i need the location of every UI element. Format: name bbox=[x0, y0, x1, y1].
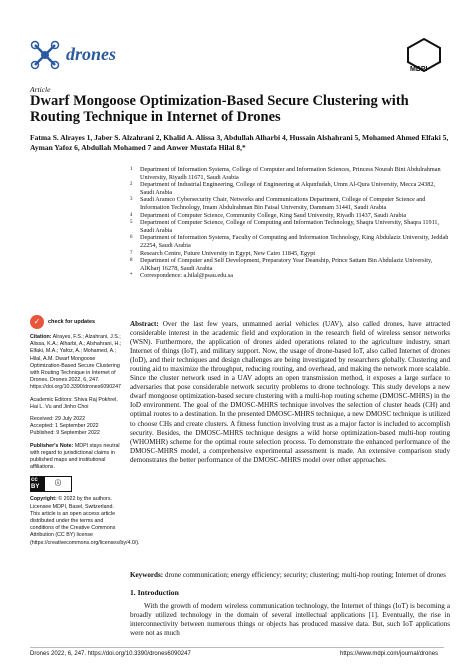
correspondence: * Correspondence: a.hilal@psau.edu.sa bbox=[130, 272, 233, 280]
received-date: Received: 29 July 2022 bbox=[30, 416, 86, 423]
abstract: Abstract: Over the last few years, unmanned aerial vehicles (UAV), also called drones, have attracted considerable interest in the academic field and exploration in the research field of wireless sensor networks (WSN). Furthermore, the application of drones aided operations related to the agriculture industry, smart Internet of things (IoT), and military support. Now, the usage of drone-based IoT, also called Internet of drones (IoD), and their techniques and design challenges are being investigated by researchers globally. Clustering and routing aid to maximize the throughput, reducing routing, and overhead, and making the network more scalable. Since the cluster network used in a UAV adopts an open transmission method, it exposes a large surface to adversaries that pose considerable network security problems to drone technology. This study develops a new dwarf mongoose optimization-based secure clustering with a multi-hop routing scheme (DMOSC-MHRS) in the IoD environment. The goal of the DMOSC-MHRS technique involves the selection of cluster heads (CH) and optimal routes to a destination. In the presented DMOSC-MHRS technique, a new DMOSC technique is utilized to choose CHs and create clusters. A fitness function involving trust as a major factor is included to accomplish security. Besides, the DMOSC-MHRS technique designs a wild horse optimization-based multi-hop routing (WHOMHR) scheme for the optimal route selection process. To demonstrate the enhanced performance of the DMOSC-MHRS model, a comprehensive experimental assessment is made. An extensive comparison study demonstrates the better performance of the DMOSC-MHRS model over other approaches. bbox=[130, 320, 450, 464]
footer-journal-link[interactable]: https://www.mdpi.com/journal/drones bbox=[340, 651, 439, 657]
author-list: Fatma S. Alrayes 1, Jaber S. Alzahrani 2, Khalid A. Alissa 3, Abdullah Alharbi 4, Hussain Alshahrani 5, Mohamed Ahmed Elfaki 5, Ayman Yafoz 6, Abdullah Mohamed 7 and Anwer Mustafa Hilal 8,* bbox=[30, 133, 449, 152]
accepted-date: Accepted: 1 September 2022 bbox=[30, 423, 99, 430]
keywords: Keywords: drone communication; energy efficiency; security; clustering; multi-hop routing; Internet of drones bbox=[130, 571, 446, 579]
sidebar bbox=[30, 315, 140, 552]
journal-name: drones bbox=[66, 44, 117, 64]
intro-paragraph: With the growth of modern wireless communication technology, the Internet of things (IoT) is becoming a broadly utilized technology in the domain of several intellectual applications [1]. Eventually, the rise in interconnectivity between numerous things or objects has produced massive data. But, such IoT applications were not as much bbox=[130, 602, 450, 637]
footer-divider bbox=[30, 647, 444, 648]
check-updates-button[interactable]: ✓ check for updates bbox=[30, 315, 122, 329]
affiliation-item: 2 Department of Industrial Engineering, College of Engineering at Alqunfudah, Umm Al-Qura University, Mecca 24382, Saudi Arabia bbox=[130, 181, 435, 196]
drone-logo-icon bbox=[30, 40, 60, 70]
affiliation-item: 4 Department of Computer Science, Community College, King Saud University, Riyadh 11437, Saudi Arabia bbox=[130, 211, 407, 219]
publisher-name: MDPI bbox=[410, 66, 428, 73]
article-type: Article bbox=[30, 85, 51, 94]
affiliation-item: 3 Saudi Aramco Cybersecurity Chair, Networks and Communications Department, College of Computer Science and Information Technology, Imam Abdulrahman Bin Faisal University, Dammam 31441, Saudi Arabia bbox=[130, 196, 426, 211]
check-updates-icon: ✓ bbox=[30, 315, 44, 329]
affiliation-item: 7 Research Centre, Future University in Egypt, New Cairo 11845, Egypt bbox=[130, 249, 316, 257]
affiliation-item: 6 Department of Information Systems, Faculty of Computing and Information Technology, King Abdulaziz University, Jeddah 22254, Saudi Arabia bbox=[130, 234, 449, 249]
published-date: Published: 9 September 2022 bbox=[30, 430, 100, 437]
publisher-note: Publisher's Note: MDPI stays neutral with regard to jurisdictional claims in published maps and institutional affiliations. bbox=[30, 442, 120, 471]
affiliation-item: 1 Department of Information Systems, College of Computer and Information Sciences, Princess Nourah Bint Abdulrahman University, Riyadh 11671, Saudi Arabia bbox=[130, 166, 441, 181]
copyright: Copyright: © 2022 by the authors. Licensee MDPI, Basel, Switzerland. This article is an open access article distributed under the terms and conditions of the Creative Commons Attribution (CC BY) license (https://creativecommons.org/licenses/by/4.0/). bbox=[30, 496, 140, 546]
article-title: Dwarf Mongoose Optimization-Based Secure Clustering with Routing Technique in Internet of Drones bbox=[30, 93, 409, 125]
academic-editors: Academic Editors: Shiva Raj Pokhrel, Hai L. Vu and Jinho Choi bbox=[30, 396, 118, 410]
affiliation-list bbox=[130, 166, 450, 280]
affiliation-item: 8 Department of Computer and Self Development, Preparatory Year Deanship, Prince Sattam Bin Abdulaziz University, AlKharj 16278, Saudi Arabia bbox=[130, 257, 433, 272]
section-heading: 1. Introduction bbox=[130, 588, 179, 597]
cc-license-icon[interactable]: cc BY ⓘ bbox=[30, 476, 72, 492]
footer-citation[interactable]: Drones 2022, 6, 247. https://doi.org/10.3390/drones6090247 bbox=[30, 651, 191, 657]
citation: Citation: Alrayes, F.S.; Alzahrani, J.S.; Alissa, K.A.; Alharbi, A.; Alshahrani, H.; Elfaki, M.A.; Yafoz, A.; Mohamed, A.; Hilal, A.M. Dwarf Mongoose Optimization-Based Secure Clustering with Routing Technique in Internet of Drones. Drones 2022, 6, 247. https://doi.org/10.3390/drones6090247 bbox=[30, 334, 122, 391]
affiliation-item: 5 Department of Computer Science, College of Computing and Information Technology, Shaqra University, Shaqra 11911, Saudi Arabia bbox=[130, 219, 440, 234]
